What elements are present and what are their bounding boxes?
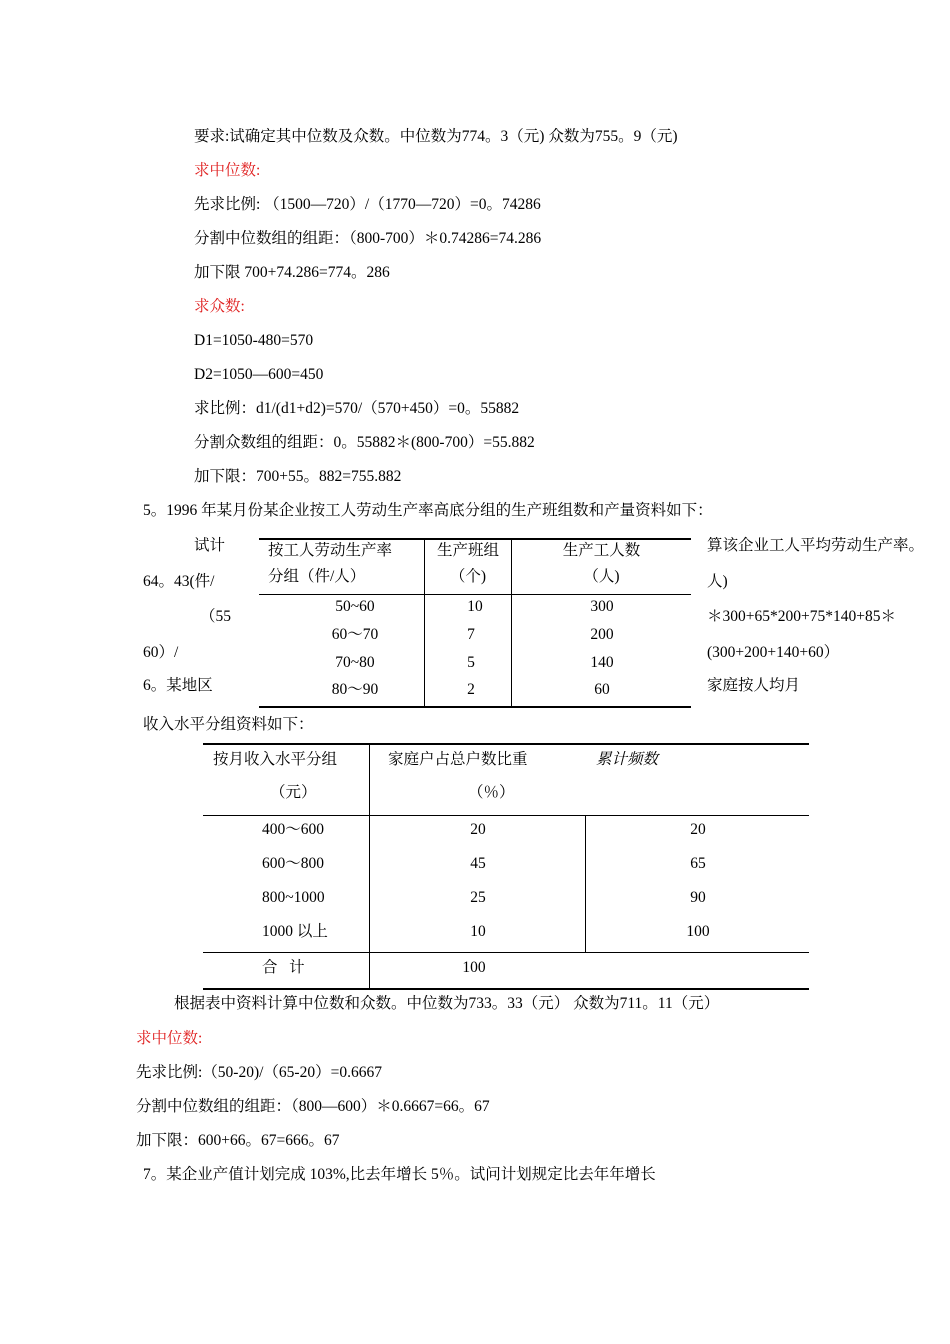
question-5: 5。1996 年某月份某企业按工人劳动生产率高底分组的生产班组数和产量资料如下： [143,502,713,519]
table2-col-divider-1 [369,743,370,990]
mode-heading: 求众数: [194,298,245,315]
table2-col-divider-2 [585,815,586,953]
income-result-line: 根据表中资料计算中位数和众数。中位数为733。33（元） 众数为711。11（元） [174,995,720,1012]
table1-cell-group: 80～90 [331,681,379,698]
table2-header-share: 家庭户占总户数比重 [388,751,528,768]
lower-limit-line: 加下限 700+74.286=774。286 [194,264,390,281]
table2-cell-group: 800~1000 [262,889,325,906]
table1-cell-group: 50~60 [335,598,375,615]
table2-cell-share: 25 [470,889,486,906]
lower-limit-line-2: 加下限：600+66。67=666。67 [136,1132,340,1149]
ratio-line-2: 先求比例:（50-20)/（65-20）=0.6667 [136,1064,382,1081]
mode-split-line: 分割众数组的组距：0。55882＊(800-700）=55.882 [194,434,535,451]
table2-header-group-unit: （元） [270,784,317,801]
side-text-left-2: 64。43(件/ [143,573,215,590]
side-text-right-2: 人) [707,573,728,590]
table2-cell-group: 600～800 [262,855,325,872]
table1-cell-teams: 10 [467,598,483,615]
side-text-left-3: （55 [200,608,232,625]
split-interval-line-2: 分割中位数组的组距：（800—600）＊0.6667=66。67 [136,1098,490,1115]
table2-cell-cumulative: 20 [690,821,706,838]
table2-bottom-rule [203,988,809,990]
table1-bottom-rule [259,706,691,708]
table2-cell-cumulative: 65 [690,855,706,872]
side-text-right-1: 算该企业工人平均劳动生产率。 [707,537,925,554]
table2-cell-share: 20 [470,821,486,838]
question-7: 7。某企业产值计划完成 103%,比去年增长 5％。试问计划规定比去年年增长 [143,1166,656,1183]
table1-header-rule [259,594,691,595]
table2-header-rule [203,815,809,816]
table2-cell-cumulative: 90 [690,889,706,906]
side-text-right-5: 家庭按人均月 [707,677,801,694]
side-text-left-1: 试计 [194,537,226,554]
requirement-line: 要求:试确定其中位数及众数。中位数为774。3（元) 众数为755。9（元) [194,128,678,145]
table2-cell-group: 400～600 [262,821,325,838]
table1-header-teams: 生产班组 [436,542,499,559]
d1-line: D1=1050-480=570 [194,332,314,349]
table2-cell-share: 45 [470,855,486,872]
table2-total-rule [203,952,809,953]
split-interval-line: 分割中位数组的组距：（800-700）＊0.74286=74.286 [194,230,542,247]
table1-cell-group: 60～70 [331,626,379,643]
table2-total-value: 100 [462,959,486,976]
table2-total-label: 合 计 [262,959,305,976]
table1-cell-teams: 5 [467,654,475,671]
table2-header-share-unit: （％） [468,784,515,801]
side-text-left-4: 60）/ [143,644,179,661]
table2-cell-group: 1000 以上 [262,923,328,940]
ratio-line: 先求比例: （1500—720）/（1770—720）=0。74286 [194,196,541,213]
income-intro-line: 收入水平分组资料如下： [143,716,314,733]
table2-cell-share: 10 [470,923,486,940]
side-text-right-3: ＊300+65*200+75*140+85＊ [707,608,896,625]
table1-header-workers: 生产工人数 [562,542,641,559]
mode-ratio-line: 求比例：d1/(d1+d2)=570/（570+450）=0。55882 [194,400,520,417]
table1-cell-workers: 300 [590,598,614,615]
mode-lower-limit-line: 加下限：700+55。882=755.882 [194,468,402,485]
table2-top-rule [203,743,809,745]
table1-cell-teams: 7 [467,626,475,643]
median-heading: 求中位数: [194,162,261,179]
table1-cell-workers: 140 [590,654,614,671]
table2-header-cumulative: 累计频数 [596,751,659,768]
side-text-right-4: (300+200+140+60） [707,644,840,661]
table1-header-teams-unit: （个) [449,568,487,585]
table1-header-group-unit: 分组（件/人） [268,568,366,585]
table2-cell-cumulative: 100 [686,923,710,940]
table1-cell-workers: 60 [594,681,610,698]
d2-line: D2=1050—600=450 [194,366,324,383]
table2-header-group: 按月收入水平分组 [213,751,338,768]
table1-cell-workers: 200 [590,626,614,643]
side-text-left-5: 6。某地区 [143,677,213,694]
table1-top-rule [259,538,691,540]
table1-header-group: 按工人劳动生产率 [268,542,393,559]
median-heading-2: 求中位数: [136,1030,203,1047]
table1-header-workers-unit: （人) [583,568,620,585]
table1-cell-teams: 2 [467,681,475,698]
table1-cell-group: 70~80 [335,654,375,671]
